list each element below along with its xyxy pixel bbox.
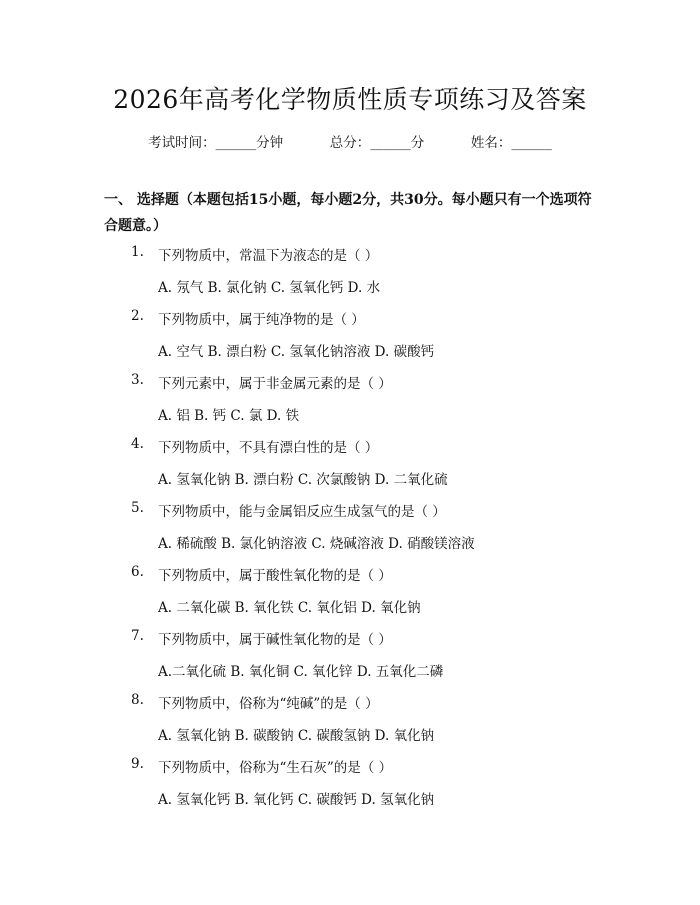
question-stem: 下列物质中，俗称为“生石灰”的是（ ） — [158, 760, 393, 776]
question-options: A. 氢氧化钠 B. 碳酸钠 C. 碳酸氢钠 D. 氧化钠 — [158, 728, 435, 744]
student-name-field: 姓名：______ — [470, 135, 552, 151]
question-number: 3. — [131, 372, 144, 388]
question-stem: 下列物质中，属于酸性氧化物的是（ ） — [158, 568, 392, 584]
question-number: 8. — [131, 692, 144, 708]
exam-info-line — [0, 131, 700, 151]
exam-time-field: 考试时间：______分钟 — [148, 135, 284, 151]
question-options: A. 二氧化碳 B. 氧化铁 C. 氧化铝 D. 氧化钠 — [158, 600, 421, 616]
question-options: A. 空气 B. 漂白粉 C. 氢氧化钠溶液 D. 碳酸钙 — [158, 344, 435, 360]
question-stem: 下列物质中，属于纯净物的是（ ） — [158, 312, 365, 328]
question-stem: 下列物质中，常温下为液态的是（ ） — [158, 248, 379, 264]
question-number: 5. — [131, 500, 144, 516]
question-number: 6. — [131, 564, 144, 580]
question-number: 9. — [131, 756, 144, 772]
question-number: 4. — [131, 436, 144, 452]
question-options: A. 氢氧化钠 B. 漂白粉 C. 次氯酸钠 D. 二氧化硫 — [158, 472, 448, 488]
question-number: 1. — [131, 244, 144, 260]
question-stem: 下列物质中，属于碱性氧化物的是（ ） — [158, 632, 392, 648]
question-options: A. 氢氧化钙 B. 氧化钙 C. 碳酸钙 D. 氢氧化钠 — [158, 792, 435, 808]
question-number: 7. — [131, 628, 144, 644]
page-title: 2026年高考化学物质性质专项练习及答案 — [113, 85, 587, 114]
question-options: A. 氖气 B. 氯化钠 C. 氢氧化钙 D. 水 — [158, 280, 381, 296]
total-score-field: 总分：______分 — [329, 135, 425, 151]
section-heading: 一、 选择题（本题包括15小题，每小题2分，共30分。每小题只有一个选项符合题意。） — [104, 192, 592, 234]
question-options: A. 铝 B. 钙 C. 氯 D. 铁 — [158, 408, 300, 424]
question-number: 2. — [131, 308, 144, 324]
question-options: A. 稀硫酸 B. 氯化钠溶液 C. 烧碱溶液 D. 硝酸镁溶液 — [158, 536, 475, 552]
question-stem: 下列元素中，属于非金属元素的是（ ） — [158, 376, 392, 392]
question-stem: 下列物质中，不具有漂白性的是（ ） — [158, 440, 379, 456]
question-stem: 下列物质中，俗称为“纯碱”的是（ ） — [158, 696, 379, 712]
question-options: A.二氧化硫 B. 氧化铜 C. 氧化锌 D. 五氧化二磷 — [158, 664, 444, 680]
question-stem: 下列物质中，能与金属铝反应生成氢气的是（ ） — [158, 504, 446, 520]
